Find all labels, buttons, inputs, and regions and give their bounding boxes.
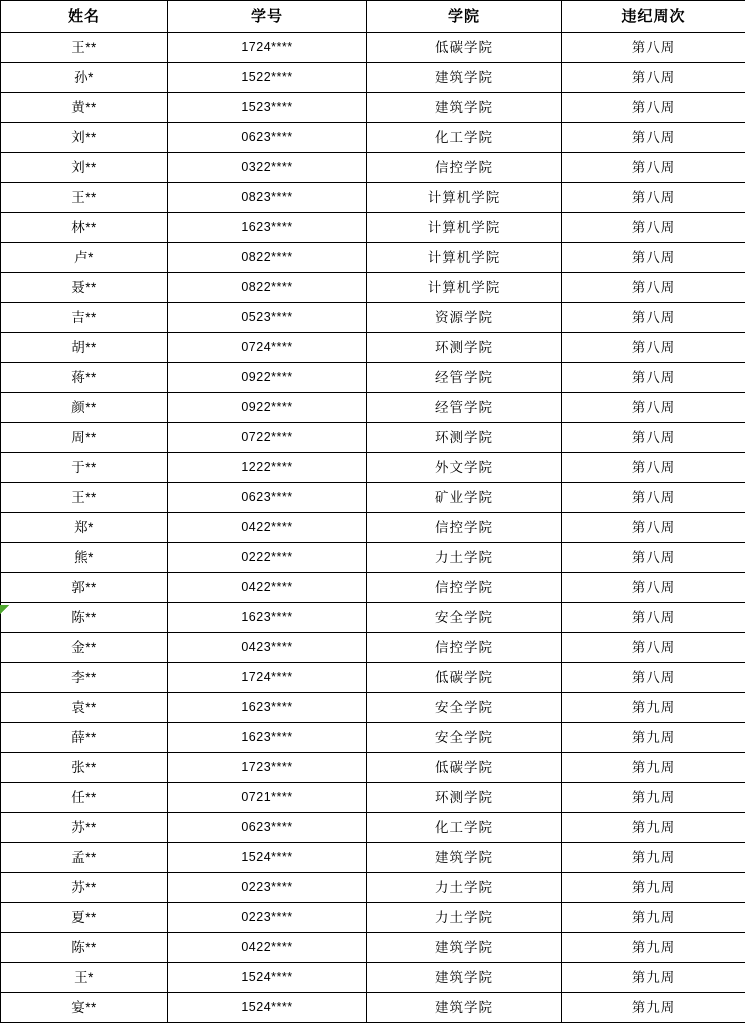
cell-name: 颜**	[1, 393, 168, 423]
cell-student-id: 0724****	[168, 333, 367, 363]
cell-college: 低碳学院	[367, 33, 562, 63]
cell-student-id: 0222****	[168, 543, 367, 573]
cell-week: 第八周	[562, 513, 745, 543]
cell-name: 宴**	[1, 993, 168, 1023]
cell-week: 第八周	[562, 273, 745, 303]
table-row	[1, 243, 745, 273]
cell-week: 第九周	[562, 903, 745, 933]
column-header-name: 姓名	[1, 1, 168, 33]
cell-college: 低碳学院	[367, 663, 562, 693]
cell-student-id: 0422****	[168, 573, 367, 603]
cell-week: 第九周	[562, 693, 745, 723]
cell-student-id: 0623****	[168, 483, 367, 513]
table-row	[1, 693, 745, 723]
cell-student-id: 1524****	[168, 843, 367, 873]
table-row	[1, 753, 745, 783]
cell-name: 任**	[1, 783, 168, 813]
cell-week: 第八周	[562, 123, 745, 153]
cell-name: 郑*	[1, 513, 168, 543]
cell-name: 胡**	[1, 333, 168, 363]
cell-college: 建筑学院	[367, 963, 562, 993]
table-row	[1, 183, 745, 213]
cell-week: 第九周	[562, 843, 745, 873]
table-row	[1, 483, 745, 513]
cell-student-id: 1623****	[168, 693, 367, 723]
cell-college: 计算机学院	[367, 213, 562, 243]
cell-week: 第九周	[562, 753, 745, 783]
cell-name: 吉**	[1, 303, 168, 333]
cell-college: 建筑学院	[367, 993, 562, 1023]
cell-student-id: 0223****	[168, 903, 367, 933]
table-row	[1, 543, 745, 573]
cell-name: 黄**	[1, 93, 168, 123]
cell-college: 化工学院	[367, 813, 562, 843]
table-row	[1, 843, 745, 873]
cell-week: 第八周	[562, 303, 745, 333]
table-row	[1, 123, 745, 153]
table-row	[1, 363, 745, 393]
cell-college: 计算机学院	[367, 243, 562, 273]
cell-name: 熊*	[1, 543, 168, 573]
cell-week: 第八周	[562, 483, 745, 513]
cell-student-id: 0721****	[168, 783, 367, 813]
cell-college: 建筑学院	[367, 933, 562, 963]
cell-student-id: 0822****	[168, 243, 367, 273]
cell-student-id: 1623****	[168, 723, 367, 753]
cell-college: 信控学院	[367, 153, 562, 183]
table-row	[1, 633, 745, 663]
table-row	[1, 813, 745, 843]
cell-name: 张**	[1, 753, 168, 783]
cell-name: 陈**	[1, 933, 168, 963]
cell-name: 苏**	[1, 813, 168, 843]
cell-student-id: 1623****	[168, 213, 367, 243]
cell-week: 第八周	[562, 573, 745, 603]
cell-week: 第九周	[562, 963, 745, 993]
cell-week: 第八周	[562, 393, 745, 423]
cell-week: 第八周	[562, 63, 745, 93]
table-body	[1, 33, 745, 1023]
cell-college: 经管学院	[367, 393, 562, 423]
table-row	[1, 213, 745, 243]
cell-college: 安全学院	[367, 693, 562, 723]
cell-college: 建筑学院	[367, 93, 562, 123]
cell-week: 第八周	[562, 603, 745, 633]
cell-college: 低碳学院	[367, 753, 562, 783]
cell-college: 环测学院	[367, 333, 562, 363]
cell-week: 第八周	[562, 633, 745, 663]
cell-name: 蒋**	[1, 363, 168, 393]
cell-college: 信控学院	[367, 573, 562, 603]
table-row	[1, 993, 745, 1023]
cell-week: 第八周	[562, 183, 745, 213]
cell-week: 第九周	[562, 933, 745, 963]
cell-name: 聂**	[1, 273, 168, 303]
cell-student-id: 0623****	[168, 813, 367, 843]
table-row	[1, 423, 745, 453]
cell-week: 第九周	[562, 993, 745, 1023]
cell-name: 孟**	[1, 843, 168, 873]
cell-name: 夏**	[1, 903, 168, 933]
table-row	[1, 33, 745, 63]
cell-college: 环测学院	[367, 423, 562, 453]
cell-college: 资源学院	[367, 303, 562, 333]
cell-week: 第八周	[562, 453, 745, 483]
cell-week: 第八周	[562, 243, 745, 273]
cell-college: 安全学院	[367, 723, 562, 753]
cell-name: 陈**	[1, 603, 168, 633]
cell-college: 计算机学院	[367, 273, 562, 303]
cell-student-id: 0223****	[168, 873, 367, 903]
cell-name: 孙*	[1, 63, 168, 93]
table-row	[1, 573, 745, 603]
cell-college: 建筑学院	[367, 63, 562, 93]
cell-name: 金**	[1, 633, 168, 663]
cell-college: 外文学院	[367, 453, 562, 483]
table-row	[1, 303, 745, 333]
cell-week: 第八周	[562, 663, 745, 693]
column-header-college: 学院	[367, 1, 562, 33]
table-row	[1, 933, 745, 963]
cell-college: 力土学院	[367, 903, 562, 933]
cell-name: 王**	[1, 33, 168, 63]
cell-student-id: 0722****	[168, 423, 367, 453]
cell-student-id: 0422****	[168, 933, 367, 963]
cell-student-id: 1222****	[168, 453, 367, 483]
cell-college: 信控学院	[367, 633, 562, 663]
table-row	[1, 663, 745, 693]
cell-college: 化工学院	[367, 123, 562, 153]
cell-week: 第九周	[562, 813, 745, 843]
table-row	[1, 603, 745, 633]
cell-student-id: 1623****	[168, 603, 367, 633]
table-row	[1, 783, 745, 813]
table-row	[1, 723, 745, 753]
cell-name: 薛**	[1, 723, 168, 753]
cell-name: 王*	[1, 963, 168, 993]
cell-week: 第九周	[562, 783, 745, 813]
table-row	[1, 153, 745, 183]
table-row	[1, 873, 745, 903]
cell-college: 力土学院	[367, 873, 562, 903]
table-row	[1, 963, 745, 993]
cell-college: 安全学院	[367, 603, 562, 633]
cell-week: 第八周	[562, 33, 745, 63]
cell-name: 于**	[1, 453, 168, 483]
cell-name: 袁**	[1, 693, 168, 723]
cell-week: 第八周	[562, 93, 745, 123]
cell-student-id: 1523****	[168, 93, 367, 123]
table-row	[1, 333, 745, 363]
cell-student-id: 0823****	[168, 183, 367, 213]
column-header-week: 违纪周次	[562, 1, 745, 33]
cell-week: 第八周	[562, 363, 745, 393]
cell-college: 信控学院	[367, 513, 562, 543]
cell-student-id: 0422****	[168, 513, 367, 543]
cell-student-id: 1522****	[168, 63, 367, 93]
cell-week: 第八周	[562, 423, 745, 453]
cell-student-id: 1524****	[168, 963, 367, 993]
table-row	[1, 903, 745, 933]
cell-week: 第八周	[562, 213, 745, 243]
cell-name: 周**	[1, 423, 168, 453]
table-row	[1, 93, 745, 123]
table-row	[1, 393, 745, 423]
table-row	[1, 453, 745, 483]
cell-name: 刘**	[1, 123, 168, 153]
cell-week: 第八周	[562, 333, 745, 363]
table-header	[1, 1, 745, 33]
cell-student-id: 1724****	[168, 663, 367, 693]
table-row	[1, 273, 745, 303]
cell-week: 第九周	[562, 723, 745, 753]
cell-name: 卢*	[1, 243, 168, 273]
cell-name: 林**	[1, 213, 168, 243]
cell-name: 刘**	[1, 153, 168, 183]
table-row	[1, 63, 745, 93]
cell-college: 计算机学院	[367, 183, 562, 213]
cell-student-id: 1723****	[168, 753, 367, 783]
cell-student-id: 1524****	[168, 993, 367, 1023]
cell-college: 经管学院	[367, 363, 562, 393]
cell-week: 第九周	[562, 873, 745, 903]
cell-college: 矿业学院	[367, 483, 562, 513]
cell-student-id: 0623****	[168, 123, 367, 153]
cell-student-id: 0423****	[168, 633, 367, 663]
cell-student-id: 0922****	[168, 363, 367, 393]
cell-college: 力土学院	[367, 543, 562, 573]
cell-student-id: 0822****	[168, 273, 367, 303]
cell-week: 第八周	[562, 543, 745, 573]
cell-name: 王**	[1, 183, 168, 213]
cell-name: 李**	[1, 663, 168, 693]
cell-name: 王**	[1, 483, 168, 513]
column-header-student-id: 学号	[168, 1, 367, 33]
cell-name: 郭**	[1, 573, 168, 603]
cell-student-id: 1724****	[168, 33, 367, 63]
cell-college: 环测学院	[367, 783, 562, 813]
table-header-row	[1, 1, 745, 33]
cell-week: 第八周	[562, 153, 745, 183]
cell-college: 建筑学院	[367, 843, 562, 873]
table-row	[1, 513, 745, 543]
cell-student-id: 0322****	[168, 153, 367, 183]
cell-student-id: 0523****	[168, 303, 367, 333]
cell-student-id: 0922****	[168, 393, 367, 423]
cell-name: 苏**	[1, 873, 168, 903]
